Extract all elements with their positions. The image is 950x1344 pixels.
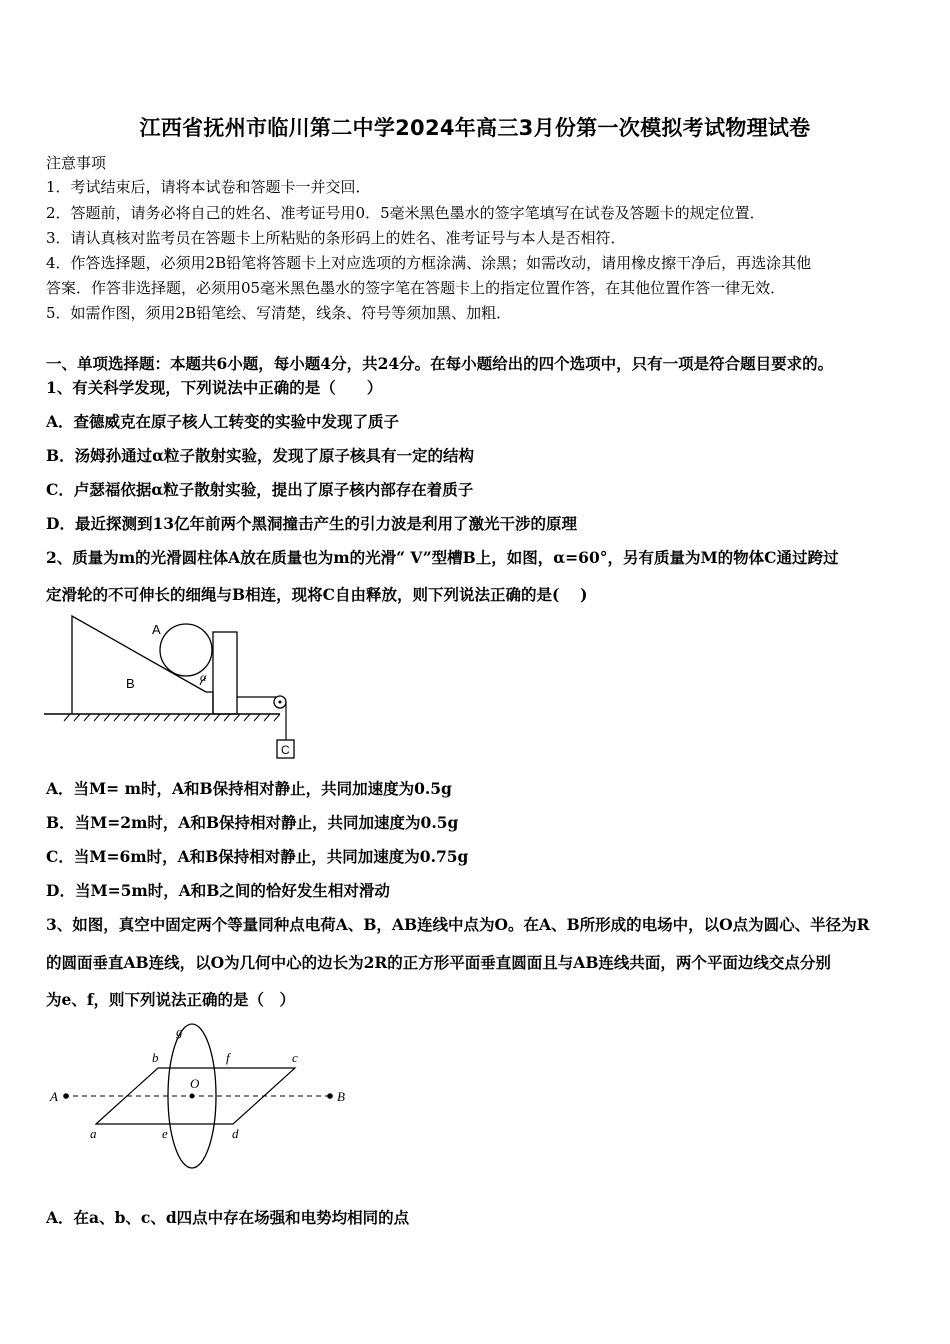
question-2-stem-line1: 2、质量为m的光滑圆柱体A放在质量也为m的光滑“ V”型槽B上，如图，α=60°，另有质量为M的物体C通过跨过 — [46, 548, 839, 567]
charge-b — [327, 1093, 333, 1099]
q2-option-b: B．当M=2m时，A和B保持相对静止，共同加速度为0.5g — [46, 813, 459, 832]
q3-option-a: A．在a、b、c、d四点中存在场强和电势均相同的点 — [46, 1208, 410, 1227]
note-item: 1．考试结束后，请将本试卷和答题卡一并交回． — [46, 178, 371, 196]
q1-option-b: B．汤姆孙通过α粒子散射实验，发现了原子核具有一定的结构 — [46, 446, 475, 465]
note-item: 2．答题前，请务必将自己的姓名、准考证号用0．5毫米黑色墨水的签字笔填写在试卷及答题卡的规定位置． — [46, 204, 765, 222]
question-3-stem-line1: 3、如图，真空中固定两个等量同种点电荷A、B，AB连线中点为O。在A、B所形成的电场中，以O点为圆心、半径为R — [46, 915, 870, 934]
q1-option-c: C．卢瑟福依据α粒子散射实验，提出了原子核内部存在着质子 — [46, 480, 474, 499]
label-d: d — [232, 1126, 239, 1141]
question-2-stem-line2: 定滑轮的不可伸长的细绳与B相连，现将C自由释放，则下列说法正确的是( ) — [46, 585, 588, 604]
q2-figure — [40, 610, 320, 762]
charge-a — [63, 1093, 69, 1099]
cylinder-a — [160, 624, 212, 676]
q3-figure — [40, 1018, 360, 1176]
note-item: 答案．作答非选择题，必须用05毫米黑色墨水的签字笔在答题卡上的指定位置作答，在其他位置作答一律无效． — [46, 279, 786, 297]
label-g: g — [176, 1024, 183, 1039]
label-o: O — [190, 1076, 200, 1091]
q2-option-c: C．当M=6m时，A和B保持相对静止，共同加速度为0.75g — [46, 847, 469, 866]
q2-option-a: A．当M= m时，A和B保持相对静止，共同加速度为0.5g — [46, 779, 452, 798]
v-groove-wall — [213, 632, 237, 714]
label-c: c — [292, 1050, 298, 1065]
label-c: C — [281, 743, 290, 757]
note-item: 5．如需作图，须用2B铅笔绘、写清楚，线条、符号等须加黑、加粗． — [46, 304, 512, 322]
note-item: 3．请认真核对监考员在答题卡上所粘贴的条形码上的姓名、准考证号与本人是否相符． — [46, 229, 626, 247]
label-b: B — [126, 676, 135, 691]
label-A: A — [50, 1089, 58, 1104]
page-title: 江西省抚州市临川第二中学2024年高三3月份第一次模拟考试物理试卷 — [139, 116, 811, 140]
question-3-stem-line3: 为e、f，则下列说法正确的是（ ） — [46, 990, 296, 1009]
label-B: B — [337, 1089, 345, 1104]
q1-option-a: A．查德威克在原子核人工转变的实验中发现了质子 — [46, 412, 400, 431]
label-f: f — [226, 1050, 230, 1065]
section-heading: 一、单项选择题：本题共6小题，每小题4分，共24分。在每小题给出的四个选项中，只有一项是符合题目要求的。 — [46, 354, 834, 373]
label-b: b — [152, 1050, 159, 1065]
notes-heading: 注意事项 — [46, 154, 107, 172]
v-groove-b — [72, 616, 206, 714]
question-3-stem-line2: 的圆面垂直AB连线，以O为几何中心的边长为2R的正方形平面垂直圆面且与AB连线共面，两个平面边线交点分别 — [46, 953, 831, 972]
label-alpha: α — [200, 670, 207, 684]
label-a: a — [90, 1126, 97, 1141]
label-a: A — [152, 622, 161, 637]
label-e: e — [162, 1126, 168, 1141]
point-o — [190, 1094, 195, 1099]
note-item: 4．作答选择题，必须用2B铅笔将答题卡上对应选项的方框涂满、涂黑；如需改动，请用橡皮擦干净后，再选涂其他 — [46, 254, 812, 272]
q1-option-d: D．最近探测到13亿年前两个黑洞撞击产生的引力波是利用了激光干涉的原理 — [46, 514, 578, 533]
question-1-stem: 1、有关科学发现，下列说法中正确的是（ ） — [46, 378, 383, 397]
q2-option-d: D．当M=5m时，A和B之间的恰好发生相对滑动 — [46, 881, 390, 900]
